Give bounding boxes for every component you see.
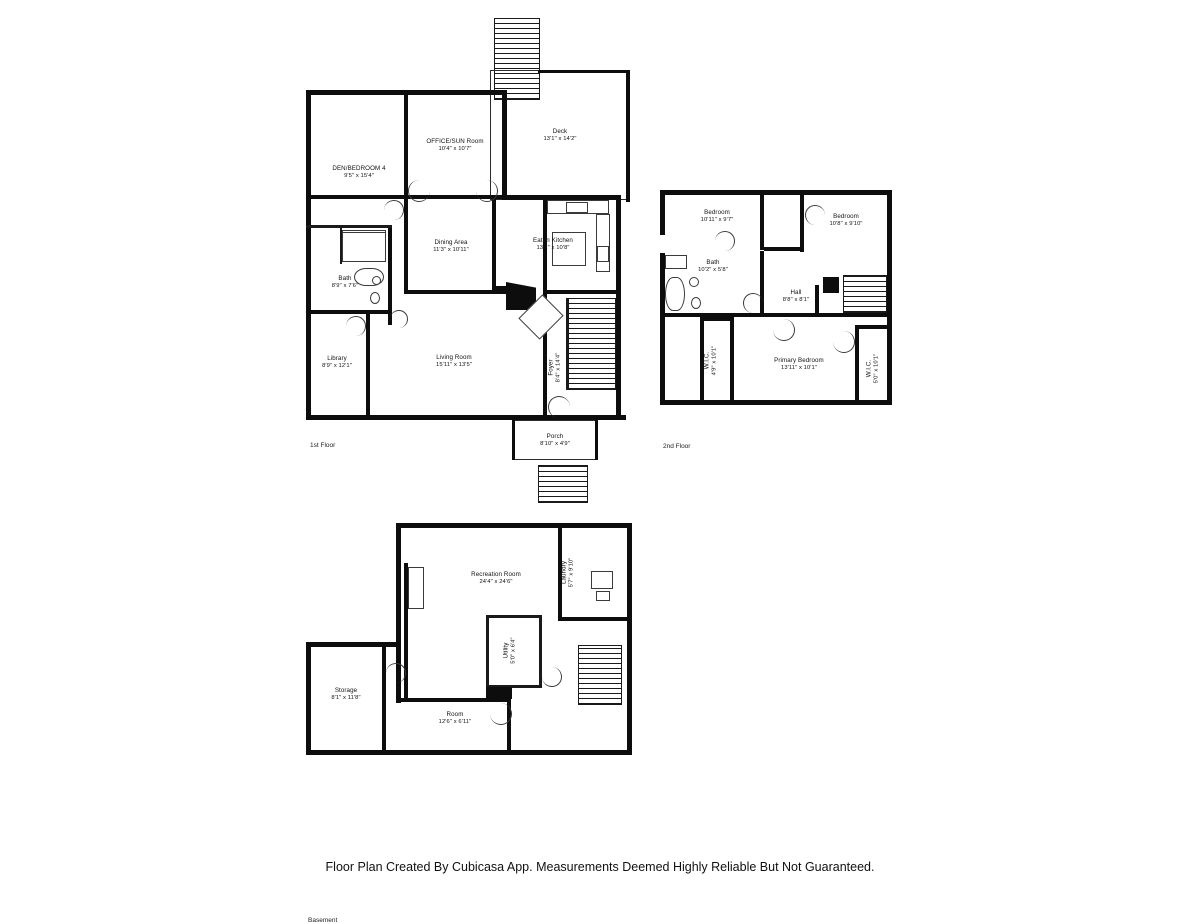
door-arc-office-left (408, 180, 430, 202)
sink-basin-2 (689, 277, 699, 287)
bath-top-wall (306, 225, 392, 228)
room-label-kitchen: Eat-in Kitchen 13'1" x 10'8" (533, 237, 573, 251)
room-label-den: DEN/BEDROOM 4 9'5" x 15'4" (332, 165, 386, 179)
laundry-bottom-wall (558, 617, 628, 621)
second-floor-wall-left-lower (660, 253, 665, 405)
storage-wall-bottom (306, 750, 406, 755)
hall-bottom-wall (764, 313, 892, 317)
room-label-deck: Deck 13'1" x 14'2" (543, 128, 577, 142)
first-floor-wall-left (306, 90, 311, 420)
door-arc-hall-bath (743, 293, 763, 313)
wic-right-top (855, 325, 892, 329)
stair-black-wall (496, 286, 510, 292)
door-arc-wic-right (833, 331, 855, 353)
basement-black-block (486, 687, 512, 699)
room-label-utility: Utility 5'0" x 6'4" (502, 637, 517, 664)
storage-wall-top (306, 642, 401, 647)
door-arc-utility (542, 667, 562, 687)
utility-wall-top (486, 615, 542, 618)
wic-right-partition (700, 317, 730, 321)
door-arc-foyer (548, 396, 570, 418)
room-label-dining: Dining Area 11'3" x 10'11" (433, 239, 469, 253)
room-label-primary-bedroom: Primary Bedroom 13'11" x 10'1" (774, 357, 824, 371)
basement-stair (578, 645, 622, 705)
storage-shelf (408, 567, 424, 609)
bedroom-right-divider (800, 190, 804, 252)
room-label-wic-left: W.I.C. 4'9" x 10'1" (703, 345, 718, 376)
wic-right-wall (855, 325, 859, 405)
bath-bottom-wall (306, 310, 392, 314)
laundry-sink (596, 591, 610, 601)
kitchen-bottom-wall (547, 290, 621, 294)
door-arc-den (384, 200, 404, 220)
basement-wall-right (627, 523, 632, 755)
porch-stair (538, 465, 588, 503)
room-label-wic-right: W.I.C. 5'0" x 10'1" (865, 353, 880, 384)
second-floor-wall-left (660, 190, 665, 235)
second-floor-stair (843, 275, 887, 313)
storage-right-wall (382, 647, 386, 755)
room-label-recreation: Recreation Room 24'4" x 24'6" (471, 571, 521, 585)
laundry-appliances (591, 571, 613, 589)
kitchen-range (566, 202, 588, 213)
stair-newel-block (823, 277, 839, 293)
second-floor-title: 2nd Floor (663, 443, 691, 450)
basement-wall-top (396, 523, 632, 528)
room-label-porch: Porch 8'10" x 4'9" (540, 433, 570, 447)
deck-wall-top (538, 70, 630, 73)
stair-side-wall (566, 298, 568, 390)
room-label-bedroom-1: Bedroom 10'11" x 9'7" (700, 209, 734, 223)
basement-wall-bottom (401, 750, 632, 755)
room-label-office: OFFICE/SUN Room 10'4" x 10'7" (426, 138, 484, 152)
room-label-living: Living Room 15'11" x 13'5" (436, 354, 472, 368)
room-label-hall: Hall 8'8" x 8'1" (782, 289, 810, 303)
room-label-foyer: Foyer 8'4" x 14'4" (547, 352, 562, 383)
door-arc-primary (773, 319, 795, 341)
storage-wall-left (306, 642, 311, 755)
kitchen-sink (597, 246, 609, 262)
room-label-laundry: Laundry 5'7" x 9'10" (560, 557, 575, 588)
second-floor-wall-right (887, 190, 892, 405)
door-arc-bath (390, 310, 408, 328)
primary-left-wall (730, 317, 734, 405)
room-label-storage: Storage 8'1" x 11'8" (331, 687, 361, 701)
deck-wall-right (626, 70, 630, 202)
first-floor-title: 1st Floor (310, 442, 336, 449)
bathtub-2 (665, 277, 685, 311)
room-label-basement-room: Room 12'6" x 6'11" (438, 711, 472, 725)
den-closet (342, 232, 386, 262)
interior-stair-run (568, 298, 616, 390)
door-arc-office-right (476, 180, 498, 202)
room-label-library: Library 8'9" x 12'1" (322, 355, 352, 369)
door-arc-storage (386, 663, 406, 683)
door-arc-bedroom-left (715, 231, 735, 251)
first-floor-wall-right-upper (502, 90, 507, 200)
basement-title: Basement (308, 917, 338, 924)
second-bedroom-divider (760, 190, 764, 250)
den-bottom-wall (306, 195, 408, 199)
toilet-2 (691, 297, 701, 309)
room-label-bath-first: Bath 8'9" x 7'6" (331, 275, 359, 289)
second-floor-plan (655, 185, 905, 460)
first-floor-plan (300, 10, 640, 470)
second-floor-wall-top (660, 190, 892, 195)
room-label-bedroom-2: Bedroom 10'8" x 9'10" (829, 213, 863, 227)
toilet (370, 292, 380, 304)
utility-wall-left (486, 615, 489, 687)
closet-divider (764, 247, 800, 251)
first-floor-wall-right (616, 195, 621, 420)
kitchen-counter-right (596, 214, 610, 272)
room-label-bath-second: Bath 10'2" x 5'8" (698, 259, 728, 273)
footer-disclaimer: Floor Plan Created By Cubicasa App. Measurements Deemed Highly Reliable But Not Guaranteed. (325, 860, 875, 874)
door-arc-library (346, 316, 366, 336)
